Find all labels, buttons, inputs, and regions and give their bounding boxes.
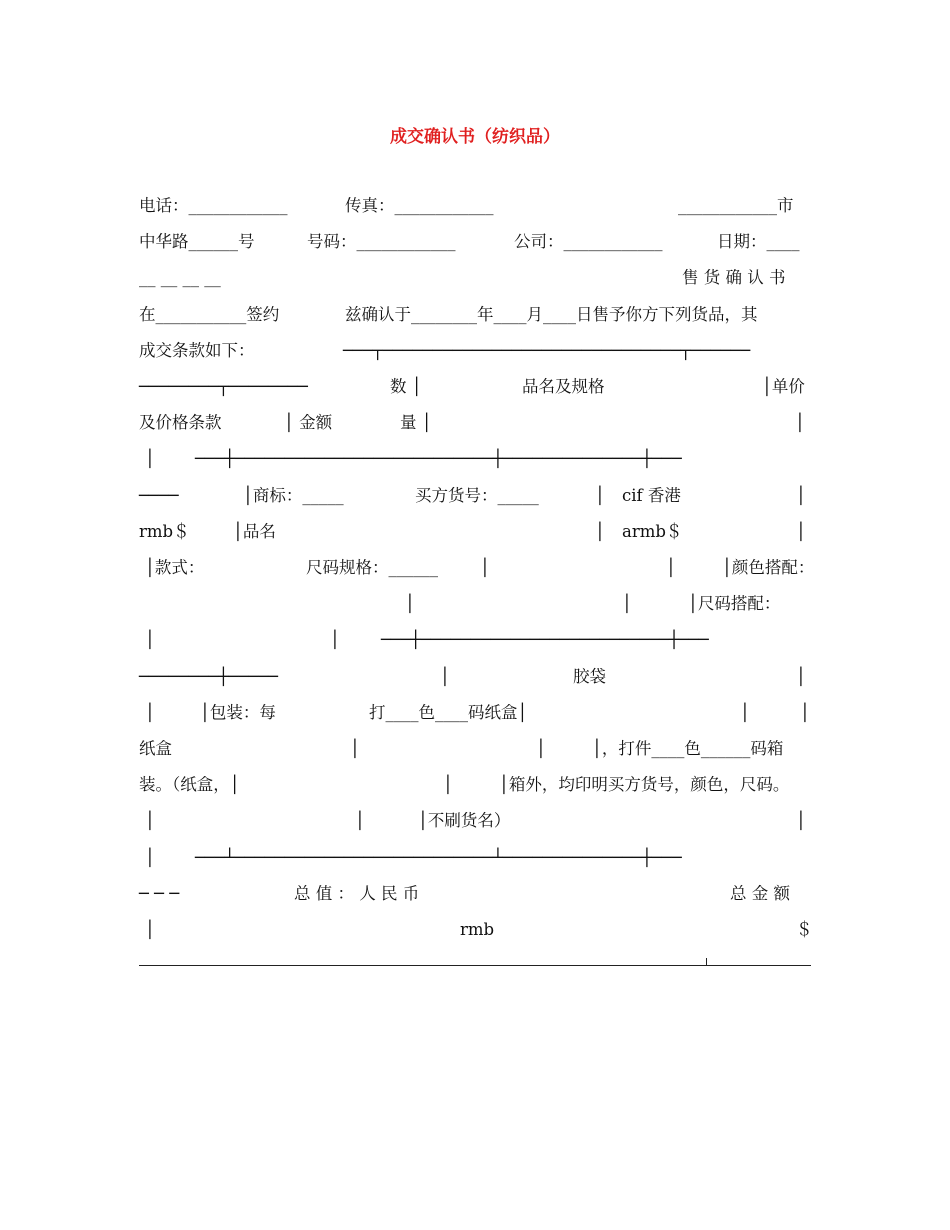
- line-segment: │: [595, 485, 605, 505]
- line-segment: 品名及规格: [522, 377, 605, 396]
- document-line: [0, 263, 950, 293]
- document-line: [0, 770, 950, 800]
- line-segment: ────────┬────────: [139, 377, 308, 396]
- line-segment: ────────┼─────: [139, 666, 279, 686]
- line-segment: 兹确认于________年____月____日售予你方下列货品，其: [345, 304, 758, 324]
- line-segment: │: [443, 775, 453, 795]
- line-segment: 日期：____: [717, 232, 800, 252]
- line-segment: 公司：____________: [514, 232, 663, 252]
- line-segment: ───┼──────────────────────────┼──────────────┼───: [195, 449, 682, 469]
- line-segment: │: [355, 811, 365, 831]
- line-segment: ───┬──────────────────────────────┬──────: [343, 340, 751, 360]
- line-segment: armb＄: [622, 521, 683, 541]
- line-segment: │: [800, 702, 810, 722]
- line-segment: cif 香港: [622, 485, 681, 505]
- line-segment: __ __ __ __: [139, 268, 221, 288]
- line-segment: │: [145, 811, 155, 831]
- line-segment: │: [796, 811, 806, 831]
- line-segment: │: [622, 594, 632, 614]
- line-segment: │: [740, 702, 750, 722]
- line-segment: │: [145, 449, 155, 469]
- line-segment: 打____色____码纸盒│: [369, 702, 528, 722]
- line-segment: │: [795, 413, 805, 433]
- line-segment: 电话：____________: [139, 196, 288, 215]
- line-segment: │: [796, 521, 806, 541]
- line-segment: │: [350, 739, 360, 758]
- document-line: [0, 662, 950, 692]
- line-segment: 量 │: [400, 413, 432, 433]
- line-segment: 及价格条款: [139, 413, 222, 433]
- line-segment: │单价: [762, 377, 805, 396]
- line-segment: │: [595, 521, 605, 541]
- line-segment: 成交条款如下：: [139, 340, 255, 360]
- line-segment: │不刷货名）: [418, 811, 511, 831]
- line-segment: │: [145, 702, 155, 722]
- line-segment: 传真：____________: [345, 196, 494, 215]
- document-title: 成交确认书（纺织品）: [390, 127, 560, 147]
- document-line: [0, 227, 950, 257]
- line-segment: │箱外，均印明买方货号，颜色，尺码。: [499, 775, 790, 795]
- line-segment: 在___________签约: [139, 304, 280, 324]
- document-line: [0, 517, 950, 547]
- line-segment: │: [145, 630, 155, 650]
- line-segment: 买方货号：_____: [415, 485, 539, 505]
- line-segment: │款式：: [145, 558, 205, 577]
- document-line: [0, 444, 950, 474]
- line-segment: 数 │: [390, 377, 422, 396]
- line-segment: 中华路______号: [139, 232, 255, 252]
- document-line: [0, 589, 950, 619]
- line-segment: 售 货 确 认 书: [682, 268, 786, 288]
- document-line: [0, 372, 950, 402]
- line-segment: 纸盒: [139, 739, 172, 758]
- line-segment: ───┴──────────────────────────┴──────────────┼───: [195, 847, 682, 867]
- line-segment: │ 金额: [284, 413, 333, 433]
- line-segment: rmb＄: [139, 521, 190, 541]
- line-segment: 总 金 额: [730, 883, 790, 903]
- line-segment: │: [405, 594, 415, 614]
- line-segment: │: [536, 739, 546, 758]
- line-segment: │: [145, 920, 155, 939]
- line-segment: rmb: [460, 920, 495, 939]
- line-segment: │: [145, 847, 155, 867]
- document-line: [0, 481, 950, 511]
- document-line: [0, 336, 950, 366]
- line-segment: │尺码搭配：: [688, 594, 781, 614]
- line-segment: ─ ─ ─: [139, 883, 180, 903]
- line-segment: │: [796, 666, 806, 686]
- table-bottom-rule: [139, 965, 811, 966]
- document-line: [0, 734, 950, 764]
- line-segment: │包装：每: [200, 702, 276, 722]
- line-segment: │，打件____色______码箱: [592, 739, 784, 758]
- line-segment: │商标：_____: [243, 485, 344, 505]
- line-segment: │品名: [233, 521, 276, 541]
- document-line: [0, 879, 950, 909]
- table-bottom-rule-joint: [706, 958, 707, 965]
- document-line: [0, 698, 950, 728]
- line-segment: ＄: [796, 920, 813, 939]
- document-line: [0, 553, 950, 583]
- line-segment: 尺码规格：______: [306, 558, 438, 577]
- line-segment: ───┼─────────────────────────┼───: [381, 630, 709, 650]
- line-segment: │: [330, 630, 340, 650]
- line-segment: │: [666, 558, 676, 577]
- document-line: [0, 806, 950, 836]
- line-segment: 号码：____________: [307, 232, 456, 252]
- line-segment: │: [440, 666, 450, 686]
- document-line: [0, 843, 950, 873]
- line-segment: 装。（纸盒，│: [139, 775, 240, 795]
- line-segment: 总 值 ： 人 民 币: [294, 883, 420, 903]
- document-line: [0, 408, 950, 438]
- line-segment: │: [480, 558, 490, 577]
- line-segment: │颜色搭配：: [722, 558, 815, 577]
- document-line: [0, 915, 950, 945]
- document-line: [0, 191, 950, 221]
- line-segment: │: [796, 485, 806, 505]
- document-line: [0, 300, 950, 330]
- document-line: [0, 625, 950, 655]
- line-segment: 胶袋: [573, 666, 606, 686]
- line-segment: ────: [139, 485, 179, 505]
- line-segment: ____________市: [678, 196, 794, 215]
